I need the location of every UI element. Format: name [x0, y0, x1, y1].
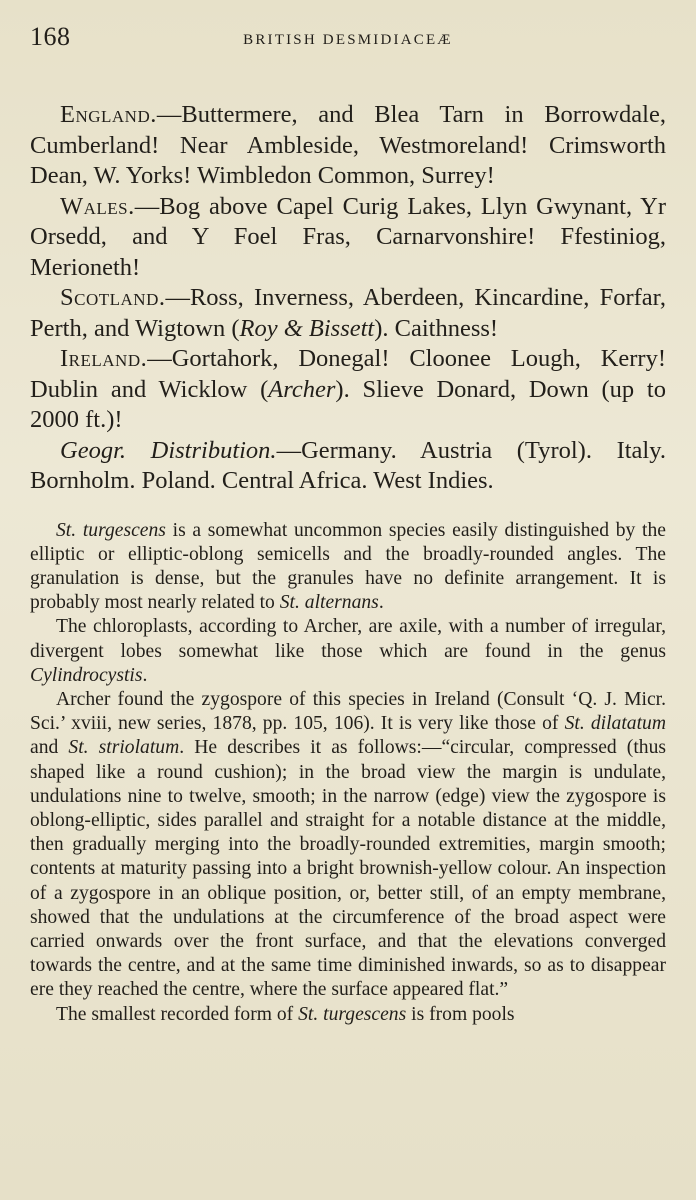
distribution-section: [30, 100, 666, 497]
region-label: Wales.: [60, 192, 135, 220]
paragraph-text: The smallest recorded form of: [56, 1003, 299, 1025]
species-name: St. alternans: [279, 592, 379, 614]
species-name: St. dilatatum: [564, 713, 666, 735]
region-text: —Ross, Inverness, Aberdeen, Kincardine, Forfar, Perth, and Wigtown (: [30, 284, 666, 342]
distribution-scotland: [30, 283, 666, 344]
page-number: 168: [30, 22, 71, 51]
paragraph-zygospore: [30, 688, 666, 1003]
paragraph-text: . He describes it as follows:—“circular, compressed (thus shaped like a round cushion); in the broad view the margin is undulate, undulations nine to twelve, smooth; in the narrow (edge) view the zygospore is oblong-elliptic, sides parallel and straight for a notable distance at the middle, then gradually merging into the broadly-rounded extremities, margin smooth; contents at maturity passing into a bright brownish-yellow colour. An inspection of a zygospore in an oblique position, or, better still, of an empty membrane, showed that the undulations at the circumference of the broad aspect were carried onwards over the front surface, and that the elevations converged towards the centre, and at the same time diminished inwards, so as to disappear ere they reached the centre, where the surface appeared flat.”: [30, 737, 666, 1001]
genus-name: Cylindrocystis: [30, 664, 143, 686]
collector-name: Archer: [268, 375, 336, 403]
paragraph-text: and: [30, 737, 69, 759]
paragraph-chloroplasts: [30, 615, 666, 688]
region-label: Geogr. Distribution.: [60, 436, 277, 464]
region-label: Scotland.: [60, 284, 166, 311]
species-name: St. turgescens: [56, 519, 166, 541]
running-head: [30, 22, 666, 64]
region-text: —Bog above Capel Curig Lakes, Llyn Gwynant, Yr Orsedd, and Y Foel Fras, Carnarvonshire! Ffestiniog, Merioneth!: [30, 192, 666, 281]
paragraph-smallest-form: [30, 1003, 666, 1027]
collector-names: Roy & Bissett: [239, 314, 375, 342]
region-label: England.: [60, 101, 157, 128]
region-text-end: ). Caithness!: [374, 314, 499, 342]
region-text-end: ). Slieve Donard, Down (up to 2000 ft.)!: [30, 375, 666, 433]
region-text: —Germany. Austria (Tyrol). Italy. Bornholm. Poland. Central Africa. West Indies.: [30, 436, 666, 494]
region-text: —Gortahork, Donegal! Cloonee Lough, Kerry! Dublin and Wicklow (: [30, 345, 666, 403]
distribution-wales: [30, 192, 666, 284]
running-title: BRITISH DESMIDIACEÆ: [243, 32, 453, 48]
distribution-england: [30, 100, 666, 192]
paragraph-text: .: [142, 664, 148, 686]
distribution-ireland: [30, 344, 666, 436]
distribution-geographic: [30, 436, 666, 497]
paragraph-text: Archer found the zygospore of this species in Ireland (Consult ‘Q. J. Micr. Sci.’ xviii, new series, 1878, pp. 105, 106). It is very like those of: [30, 688, 666, 735]
region-label: Ireland.: [60, 345, 148, 372]
paragraph-species-notes: [30, 519, 666, 616]
species-name: St. striolatum: [68, 737, 180, 759]
paragraph-text: .: [378, 592, 384, 614]
paragraph-text: is from pools: [406, 1003, 515, 1025]
region-text: —Buttermere, and Blea Tarn in Borrowdale, Cumberland! Near Ambleside, Westmoreland! Crimsworth Dean, W. Yorks! Wimbledon Common, Surrey!: [30, 101, 666, 189]
species-name: St. turgescens: [298, 1003, 407, 1025]
paragraph-text: The chloroplasts, according to Archer, are axile, with a number of irregular, divergent lobes somewhat like those which are found in the genus: [30, 616, 666, 662]
description-section: [30, 519, 666, 1027]
paragraph-text: is a somewhat uncommon species easily distinguished by the elliptic or elliptic-oblong semicells and the broadly-rounded angles. The granulation is dense, but the granules have no definite arrangement. It is probably most nearly related to: [30, 519, 666, 614]
